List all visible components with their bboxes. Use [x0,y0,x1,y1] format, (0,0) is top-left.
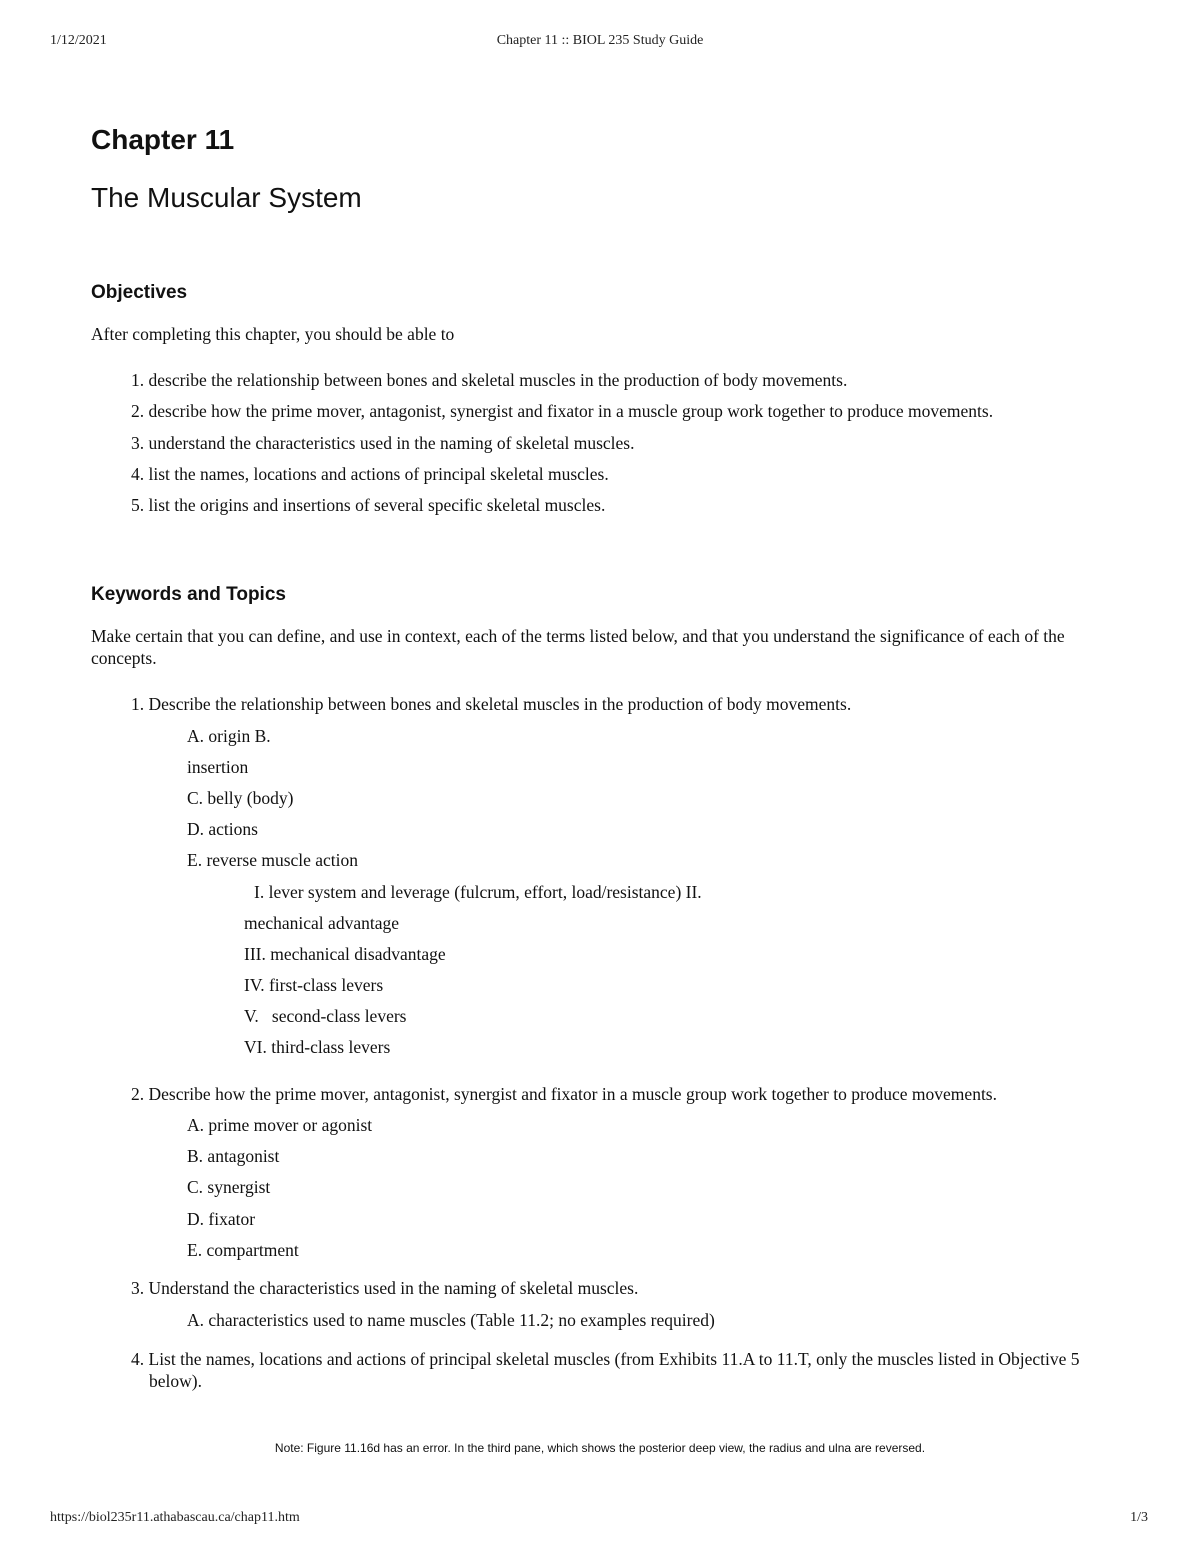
print-title: Chapter 11 :: BIOL 235 Study Guide [496,33,704,48]
objective-item-4: 4. list the names, locations and actions of principal skeletal muscles. [131,464,609,484]
topic-2-item: B. antagonist [187,1146,280,1166]
topic-1-item: C. belly (body) [187,788,294,808]
topic-1-sub-item: mechanical advantage [244,913,399,933]
topic-2-item: C. synergist [187,1177,271,1197]
topic-1-sub-item: I. lever system and leverage (fulcrum, effort, load/resistance) II. [254,882,702,902]
print-date: 1/12/2021 [50,33,107,48]
topic-1-sub-item: III. mechanical disadvantage [244,944,446,964]
objectives-intro: After completing this chapter, you should be able to [91,324,455,344]
keywords-heading: Keywords and Topics [91,584,286,605]
objectives-heading: Objectives [91,282,188,303]
objective-item-5: 5. list the origins and insertions of several specific skeletal muscles. [131,495,606,515]
topic-3-title: 3. Understand the characteristics used in the naming of skeletal muscles. [131,1278,639,1298]
topic-1-sub-item: IV. first-class levers [244,975,384,995]
figure-error-note: Note: Figure 11.16d has an error. In the third pane, which shows the posterior deep view, the radius and ulna are reversed. [274,1441,926,1455]
topic-4-title: 4. List the names, locations and actions of principal skeletal muscles (from Exhibits 11.A to 11.T, only the muscles listed in Objective 5 below). [131,1349,1080,1391]
topic-1-item: A. origin B. [187,726,271,746]
topic-2-item: A. prime mover or agonist [187,1115,373,1135]
topic-2-title: 2. Describe how the prime mover, antagonist, synergist and fixator in a muscle group work together to produce movements. [131,1084,997,1104]
topic-2-item: E. compartment [187,1240,299,1260]
page-url: https://biol235r11.athabascau.ca/chap11.htm [50,1510,300,1525]
topic-1-item: E. reverse muscle action [187,850,359,870]
objective-item-3: 3. understand the characteristics used in the naming of skeletal muscles. [131,433,635,453]
topic-3-item: A. characteristics used to name muscles (Table 11.2; no examples required) [187,1310,715,1330]
objective-item-2: 2. describe how the prime mover, antagonist, synergist and fixator in a muscle group work together to produce movements. [131,401,994,421]
chapter-subtitle: The Muscular System [91,182,362,213]
topic-1-sub-item: VI. third-class levers [244,1037,391,1057]
topic-2-item: D. fixator [187,1209,256,1229]
topic-1-title: 1. Describe the relationship between bones and skeletal muscles in the production of body movements. [131,694,852,714]
objective-item-1: 1. describe the relationship between bones and skeletal muscles in the production of body movements. [131,370,848,390]
topic-1-item: D. actions [187,819,258,839]
page-number: 1/3 [1130,1510,1148,1525]
chapter-title: Chapter 11 [91,124,235,155]
topic-1-sub-item: V. second-class levers [244,1006,407,1026]
topic-1-item: insertion [187,757,249,777]
keywords-intro: Make certain that you can define, and use in context, each of the terms listed below, and that you understand the significance of each of the concepts. [91,626,1065,668]
